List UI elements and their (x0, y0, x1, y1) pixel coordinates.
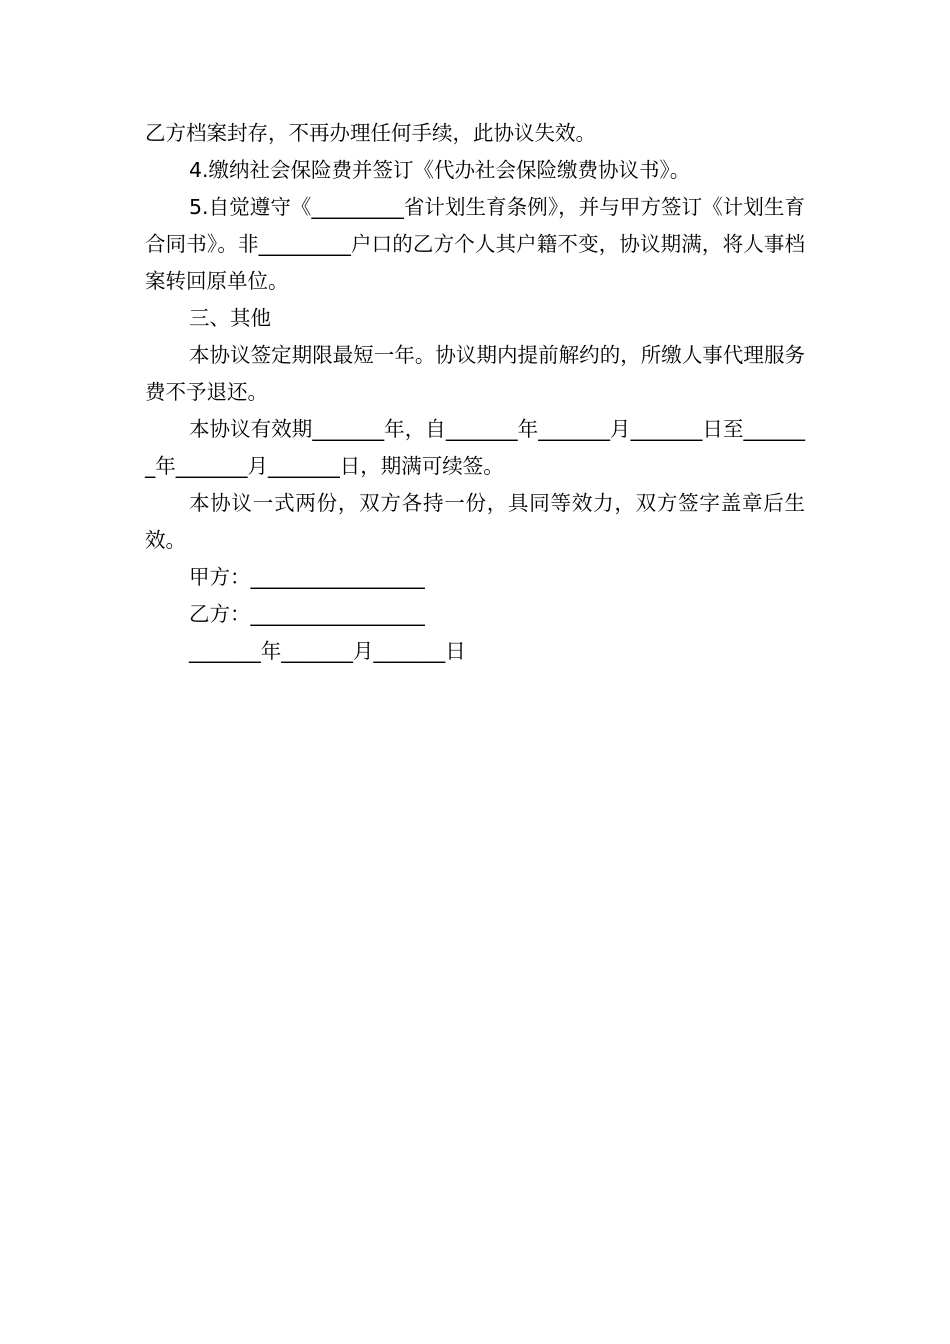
paragraph-validity-period: 本协议有效期_______年，自_______年_______月_______日至_______年_______月_______日，期满可续签。 (145, 417, 805, 478)
signature-party-a: 甲方：_________________ (189, 565, 425, 589)
signature-party-b: 乙方：_________________ (189, 602, 425, 626)
paragraph-archive-sealed: 乙方档案封存，不再办理任何手续，此协议失效。 (145, 121, 596, 145)
paragraph-minimum-term: 本协议签定期限最短一年。协议期内提前解约的，所缴人事代理服务费不予退还。 (145, 343, 805, 404)
document-body (145, 115, 805, 670)
paragraph-social-insurance: 4.缴纳社会保险费并签订《代办社会保险缴费协议书》。 (189, 158, 691, 182)
paragraph-family-planning: 5.自觉遵守《_________省计划生育条例》，并与甲方签订《计划生育合同书》。非_________户口的乙方个人其户籍不变，协议期满，将人事档案转回原单位。 (145, 195, 805, 293)
section-heading-other: 三、其他 (189, 306, 271, 330)
signature-date: _______年_______月_______日 (189, 639, 466, 663)
paragraph-copies: 本协议一式两份，双方各持一份，具同等效力，双方签字盖章后生效。 (145, 491, 805, 552)
